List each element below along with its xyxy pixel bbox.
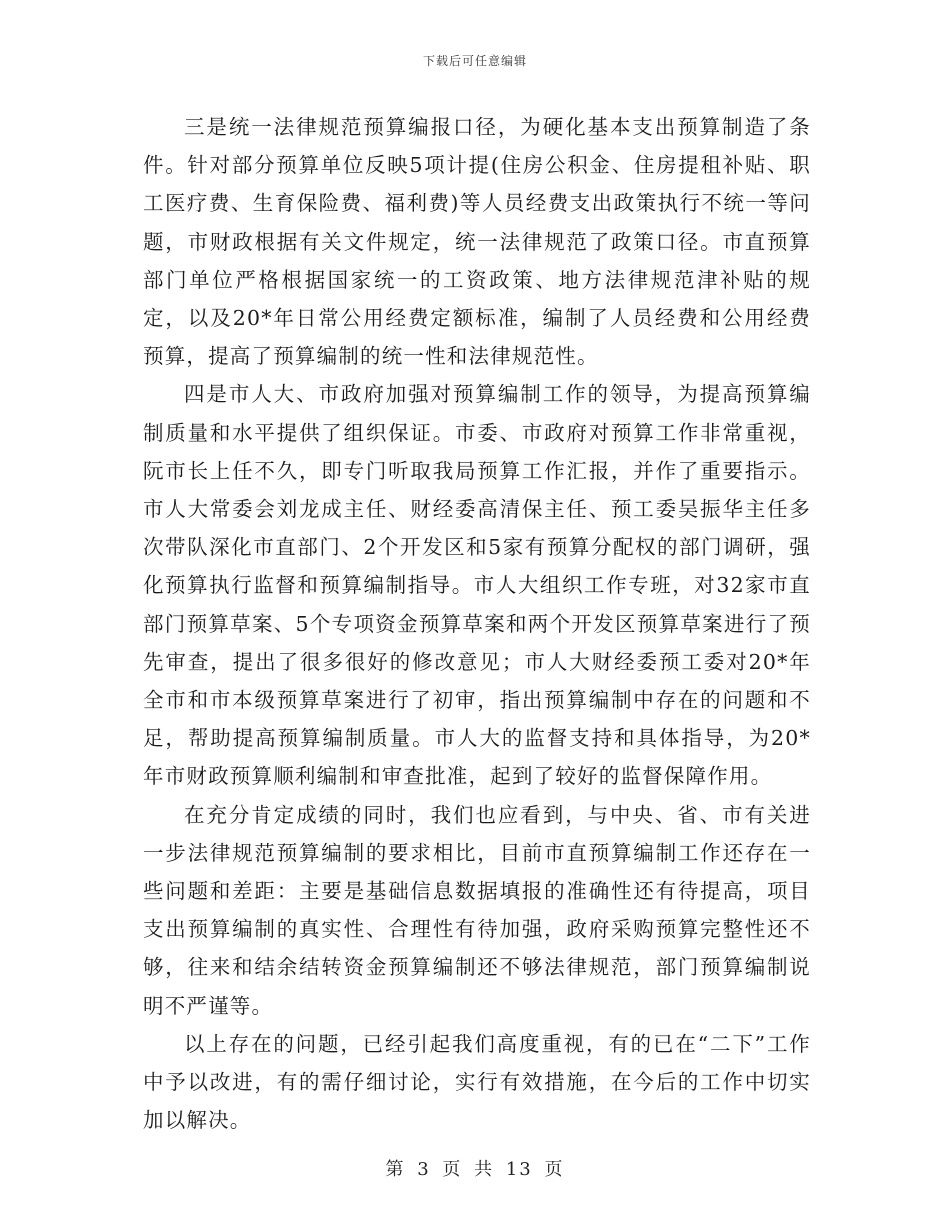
paragraph-problems: 在充分肯定成绩的同时，我们也应看到，与中央、省、市有关进一步法律规范预算编制的要求相比，目前市直预算编制工作还存在一些问题和差距：主要是基础信息数据填报的准确性还有待提高，项目支出预算编制的真实性、合理性有待加强，政府采购预算完整性还不够，往来和结余结转资金预算编制还不够法律规范，部门预算编制说明不严谨等。 (143, 802, 811, 1018)
paragraph-budget-caliber: 三是统一法律规范预算编报口径，为硬化基本支出预算制造了条件。针对部分预算单位反映5项计提(住房公积金、住房提租补贴、职工医疗费、生育保险费、福利费)等人员经费支出政策执行不统一等问题，市财政根据有关文件规定，统一法律规范了政策口径。市直预算部门单位严格根据国家统一的工资政策、地方法律规范津补贴的规定，以及20*年日常公用经费定额标准，编制了人员经费和公用经费预算，提高了预算编制的统一性和法律规范性。 (143, 115, 811, 369)
paragraph-resolution: 以上存在的问题，已经引起我们高度重视，有的已在“二下”工作中予以改进，有的需仔细讨论，实行有效措施，在今后的工作中切实加以解决。 (143, 1031, 811, 1133)
document-body (143, 108, 811, 1139)
page-number-footer: 第 3 页 共 13 页 (385, 1159, 565, 1180)
paragraph-leadership: 四是市人大、市政府加强对预算编制工作的领导，为提高预算编制质量和水平提供了组织保证。市委、市政府对预算工作非常重视，阮市长上任不久，即专门听取我局预算工作汇报，并作了重要指示。市人大常委会刘龙成主任、财经委高清保主任、预工委吴振华主任多次带队深化市直部门、2个开发区和5家有预算分配权的部门调研，强化预算执行监督和预算编制指导。市人大组织工作专班，对32家市直部门预算草案、5个专项资金预算草案和两个开发区预算草案进行了预先审查，提出了很多很好的修改意见；市人大财经委预工委对20*年全市和市本级预算草案进行了初审，指出预算编制中存在的问题和不足，帮助提高预算编制质量。市人大的监督支持和具体指导，为20*年市财政预算顺利编制和审查批准，起到了较好的监督保障作用。 (143, 382, 811, 789)
page-header: 下载后可任意编辑 (422, 54, 527, 68)
